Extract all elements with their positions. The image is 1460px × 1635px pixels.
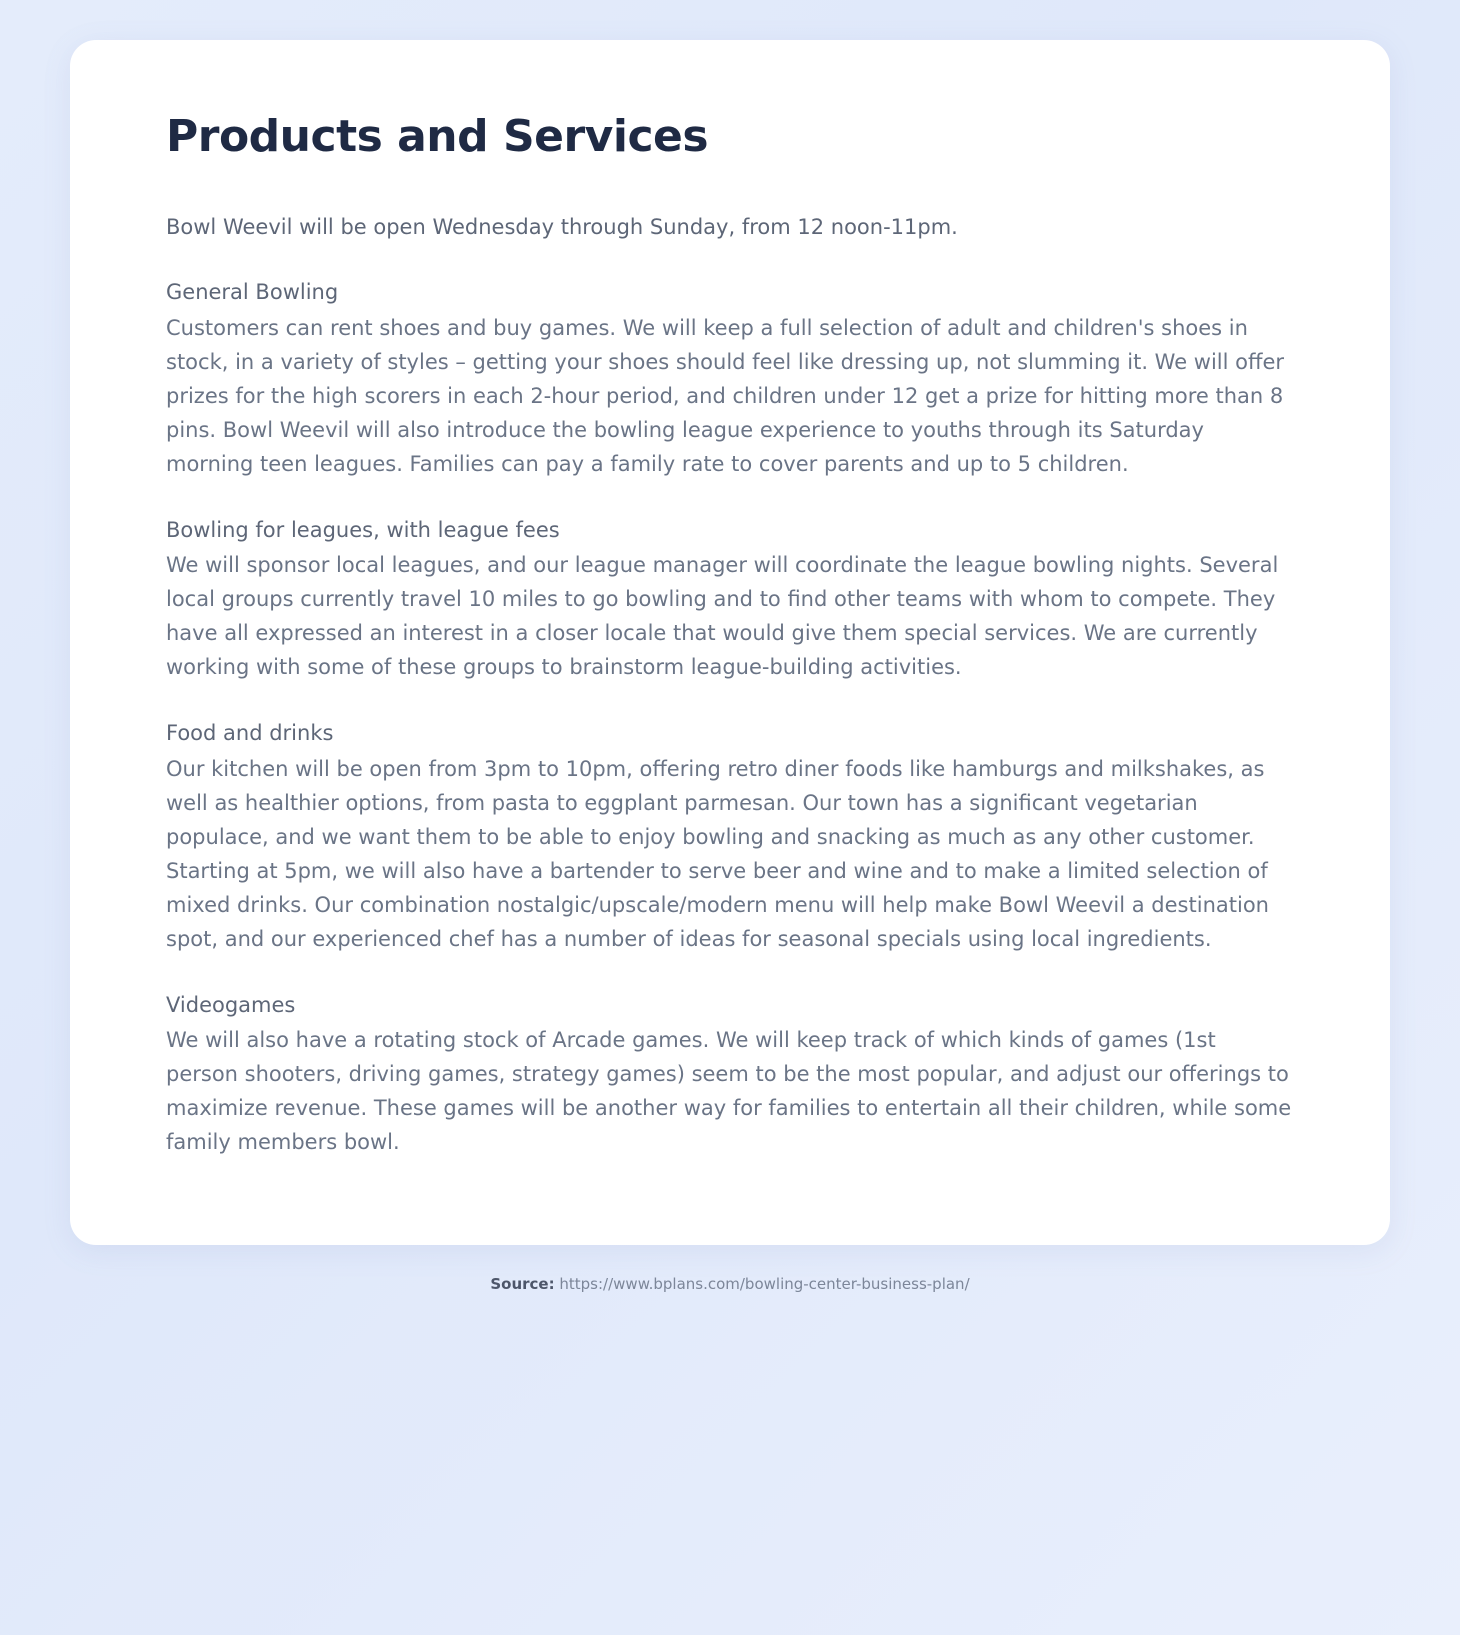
- section-heading: General Bowling: [166, 280, 339, 305]
- source-link[interactable]: https://www.bplans.com/bowling-center-business-plan/: [559, 1275, 970, 1294]
- section-videogames: [166, 990, 1294, 1160]
- section-heading: Videogames: [166, 992, 296, 1017]
- section-body: We will sponsor local leagues, and our league manager will coordinate the league bowling nights. Several local groups currently travel 10 miles to go bowling and to find other teams with whom to compete. They have all expressed an interest in a closer locale that would give them special services. We are currently working with some of these groups to brainstorm league-building activities.: [166, 553, 1279, 680]
- page-title: Products and Services: [166, 111, 709, 162]
- section-heading: Bowling for leagues, with league fees: [166, 517, 560, 542]
- section-body: Our kitchen will be open from 3pm to 10pm, offering retro diner foods like hamburgs and milkshakes, as well as healthier options, from pasta to eggplant parmesan. Our town has a significant vegetarian populace, and we want them to be able to enjoy bowling and snacking as much as any other customer. Starting at 5pm, we will also have a bartender to serve beer and wine and to make a limited selection of mixed drinks. Our combination nostalgic/upscale/modern menu will help make Bowl Weevil a destination spot, and our experienced chef has a number of ideas for seasonal specials using local ingredients.: [166, 756, 1269, 951]
- section-body: Customers can rent shoes and buy games. We will keep a full selection of adult and children's shoes in stock, in a variety of styles – getting your shoes should feel like dressing up, not slumming it. We will offer prizes for the high scorers in each 2-hour period, and children under 12 get a prize for hitting more than 8 pins. Bowl Weevil will also introduce the bowling league experience to youths through its Saturday morning teen leagues. Families can pay a family rate to cover parents and up to 5 children.: [166, 315, 1285, 476]
- source-footer: [70, 1275, 1390, 1319]
- section-body: We will also have a rotating stock of Arcade games. We will keep track of which kinds of games (1st person shooters, driving games, strategy games) seem to be the most popular, and adjust our offerings to maximize revenue. These games will be another way for families to entertain all their children, while some family members bowl.: [166, 1028, 1292, 1155]
- section-general-bowling: [166, 277, 1294, 481]
- intro-paragraph: Bowl Weevil will be open Wednesday through Sunday, from 12 noon-11pm.: [166, 214, 958, 239]
- document-card: [70, 40, 1390, 1245]
- section-heading: Food and drinks: [166, 721, 334, 746]
- section-food-and-drinks: [166, 718, 1294, 956]
- section-bowling-for-leagues: [166, 515, 1294, 685]
- source-label: Source:: [490, 1275, 555, 1294]
